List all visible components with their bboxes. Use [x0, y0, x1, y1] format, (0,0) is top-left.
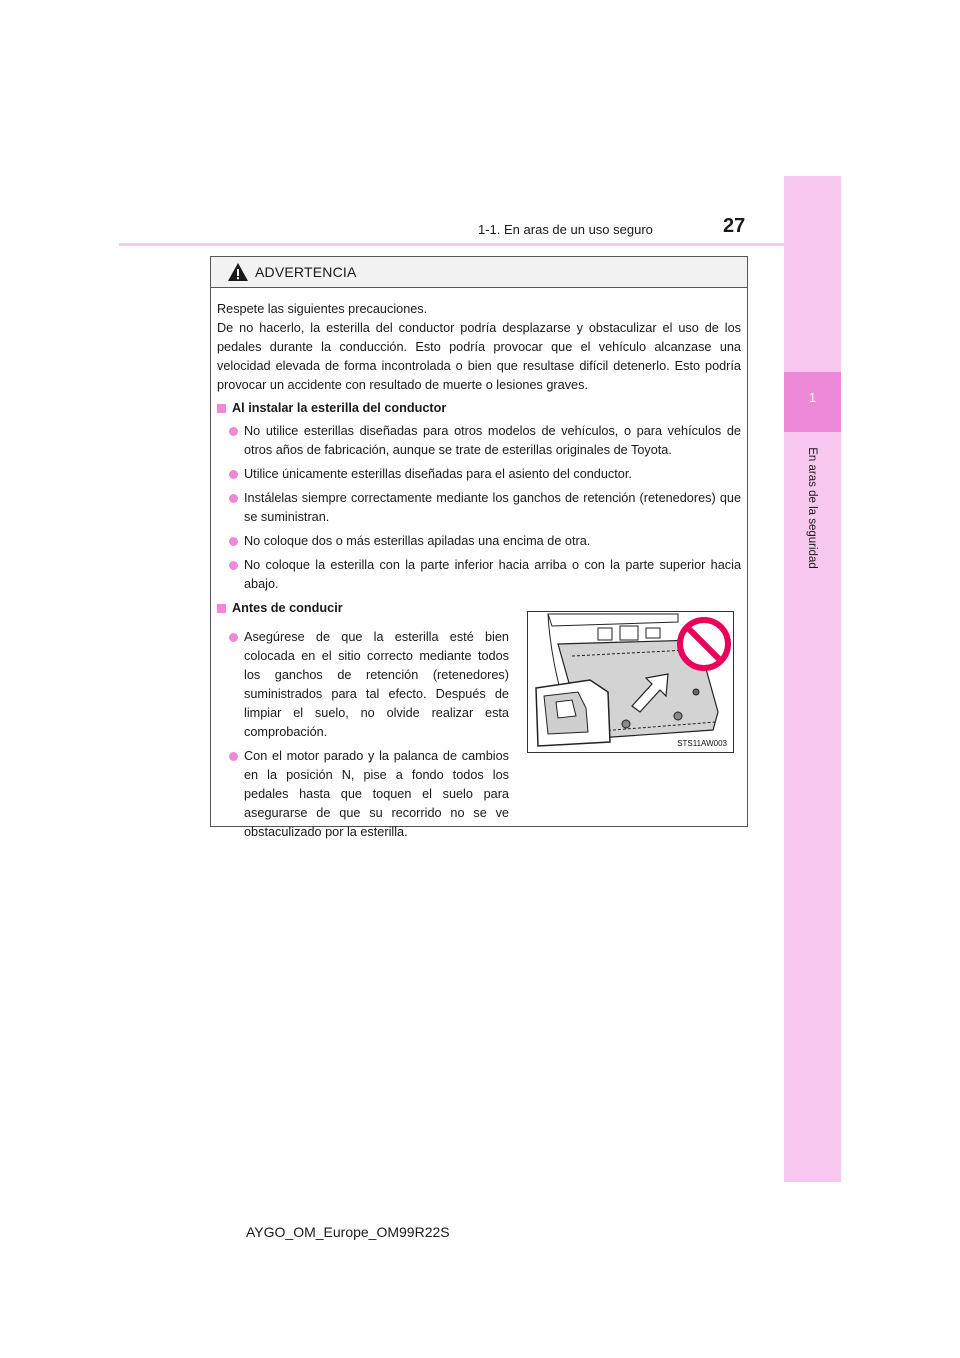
list-item-text: Asegúrese de que la esterilla esté bien colocada en el sitio correcto mediante todos los ganchos de retención (retenedores) suministrados para tal efecto. Después de limpiar el suelo, no olvide realizar esta comprobación.: [244, 630, 509, 739]
list-item: [229, 465, 741, 484]
bullet-icon: [229, 470, 238, 479]
subsection-heading-text: Antes de conducir: [232, 601, 343, 615]
list-item: [229, 422, 741, 460]
warning-box: [210, 256, 748, 839]
warning-body: [211, 288, 747, 847]
warning-title: ADVERTENCIA: [255, 264, 357, 280]
list-item-text: Con el motor parado y la palanca de cambios en la posición N, pise a fondo todos los pedales hasta que toquen el suelo para asegurarse de que su recorrido no se ve obstaculizado por la esterilla.: [244, 749, 509, 839]
warning-triangle-icon: [227, 262, 249, 282]
list-item-text: No coloque la esterilla con la parte inferior hacia arriba o con la parte superior hacia abajo.: [244, 558, 741, 591]
warning-intro: Respete las siguientes precauciones. De no hacerlo, la esterilla del conductor podría desplazarse y obstaculizar el uso de los pedales durante la conducción. Esto podría provocar que el vehículo alcanzase una velocidad elevada de forma incontrolada o bien que resultase difícil detenerlo. Esto podría provocar un accidente con resultado de muerte o lesiones graves.: [217, 302, 741, 392]
section-title: 1-1. En aras de un uso seguro: [478, 222, 653, 237]
bullet-icon: [229, 494, 238, 503]
floor-mat-illustration: [527, 611, 734, 753]
list-item-text: Instálelas siempre correctamente mediante los ganchos de retención (retenedores) que se suministran.: [244, 491, 741, 524]
figure-code: STS11AW003: [677, 739, 727, 748]
warning-header: [211, 257, 747, 288]
square-bullet-icon: [217, 604, 226, 613]
list-item: [229, 556, 741, 594]
subsection-heading: [217, 399, 741, 418]
chapter-title: En aras de la seguridad: [806, 447, 818, 569]
chapter-number: 1: [808, 390, 817, 405]
list-item: [229, 532, 741, 551]
footer-doc-code: AYGO_OM_Europe_OM99R22S: [246, 1224, 450, 1240]
list-item-text: Utilice únicamente esterillas diseñadas para el asiento del conductor.: [244, 467, 632, 481]
bullet-icon: [229, 561, 238, 570]
bullet-icon: [229, 427, 238, 436]
bullet-icon: [229, 537, 238, 546]
side-tab: [784, 176, 841, 1182]
bullet-icon: [229, 633, 238, 642]
header-rule: [119, 243, 841, 246]
subsection-heading-text: Al instalar la esterilla del conductor: [232, 401, 447, 415]
floor-mat-drawing: [528, 612, 733, 752]
list-item-text: No utilice esterillas diseñadas para otros modelos de vehículos, o para vehículos de otros años de fabricación, aunque se trate de esterillas originales de Toyota.: [244, 424, 741, 457]
before-driving-list: [217, 628, 509, 847]
list-item: [229, 628, 509, 742]
page-number: 27: [723, 215, 746, 237]
list-item: [229, 747, 509, 842]
square-bullet-icon: [217, 404, 226, 413]
bullet-icon: [229, 752, 238, 761]
list-item: [229, 489, 741, 527]
list-item-text: No coloque dos o más esterillas apiladas una encima de otra.: [244, 534, 591, 548]
